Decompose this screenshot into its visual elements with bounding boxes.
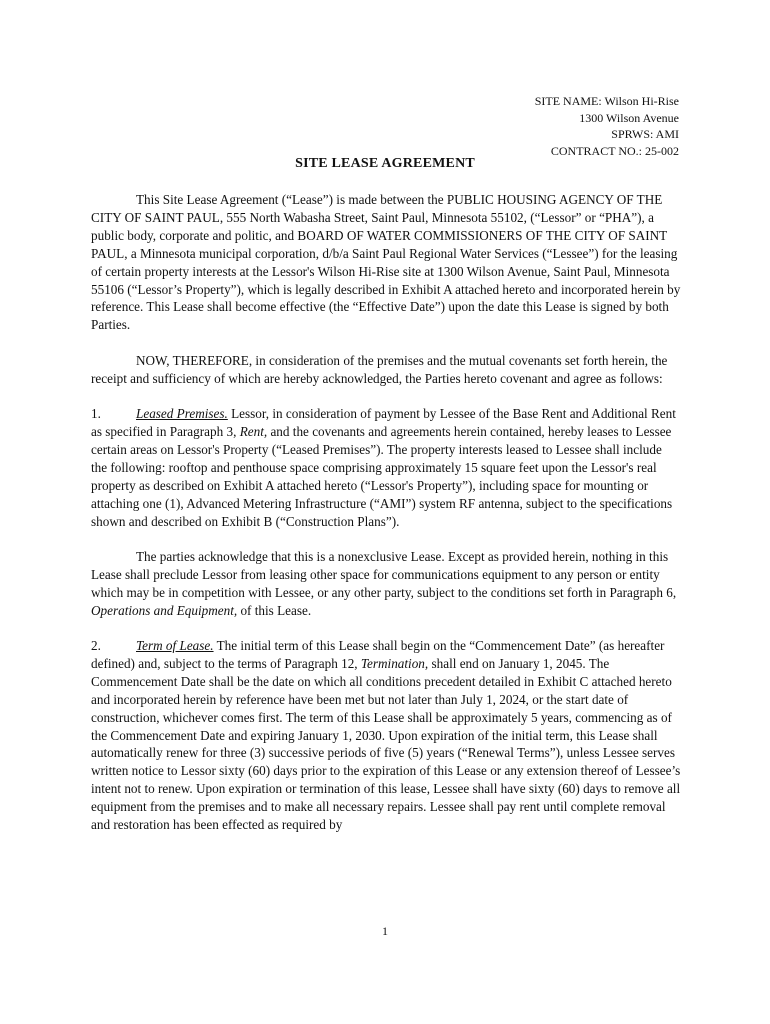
now-therefore-paragraph: NOW, THEREFORE, in consideration of the premises and the mutual covenants set forth herein, the receipt and sufficiency of which are hereby acknowledged, the Parties hereto covenant and agree as follows:	[91, 352, 668, 386]
header-block	[535, 93, 679, 159]
contract-number: CONTRACT NO.: 25-002	[550, 143, 679, 158]
section-1b-text-a: The parties acknowledge that this is a nonexclusive Lease. Except as provided herein, nothing in this Lease shall preclude Lessor from leasing other space for communications equipment to any person or entity which may be in competition with Lessee, or any other party, subject to the conditions set forth in Paragraph 6,	[91, 548, 677, 600]
section-1-continuation	[91, 548, 681, 620]
site-name: SITE NAME: Wilson Hi-Rise	[534, 94, 679, 108]
document-body	[91, 191, 681, 852]
section-2-paragraph	[91, 637, 681, 834]
section-1-paragraph	[91, 405, 681, 530]
section-1-text-a: Lessor, in consideration of payment by Lessee of the Base Rent and Additional Rent as specified in Paragraph 3,	[91, 406, 676, 439]
section-1-rent-ref: Rent,	[239, 423, 268, 439]
section-2-termination-ref: Termination,	[360, 655, 429, 671]
site-address: 1300 Wilson Avenue	[579, 110, 679, 125]
section-1-text-b: and the covenants and agreements herein contained, hereby leases to Lessee certain areas on Lessor's Property (“Leased Premises”). The property interests leased to Lessee shall include the following: rooftop and penthouse space comprising approximately 15 square feet upon the Lessor's real property as described on Exhibit A attached hereto (“Lessor's Property”), including space for mounting or attaching one (1), Advanced Metering Infrastructure (“AMI”) system RF antenna, subject to the specifications shown and described on Exhibit B (“Construction Plans”).	[91, 423, 673, 529]
section-2-text-a: The initial term of this Lease shall begin on the “Commencement Date” (as hereafter defined) and, subject to the terms of Paragraph 12,	[91, 638, 665, 671]
section-2-text-b: shall end on January 1, 2045. The Commencement Date shall be the date on which all conditions precedent detailed in Exhibit C attached hereto and incorporated herein by reference have been met but not later than July 1, 2024, or the start date of construction, whichever comes first. The term of this Lease shall be approximately 5 years, commencing as of the Commencement Date and expiring January 1, 2030. Upon expiration of the initial term, this Lease shall automatically renew for three (3) successive periods of five (5) years (“Renewal Terms”), unless Lessee serves written notice to Lessor sixty (60) days prior to the expiration of this Lease or any extension thereof of Lessee’s intent not to renew. Upon expiration or termination of this lease, Lessee shall have sixty (60) days to remove all equipment from the premises and to make all necessary repairs. Lessee shall pay rent until complete removal and restoration has been effected as required by	[91, 655, 681, 833]
section-1b-operations-ref: Operations and Equipment,	[91, 602, 238, 618]
document-title: SITE LEASE AGREEMENT	[295, 156, 475, 171]
section-1-number: 1.	[91, 406, 101, 422]
section-2-heading: Term of Lease.	[136, 638, 214, 654]
intro-paragraph: This Site Lease Agreement (“Lease”) is made between the PUBLIC HOUSING AGENCY OF THE CITY OF SAINT PAUL, 555 North Wabasha Street, Saint Paul, Minnesota 55102, (“Lessor” or “PHA”), a public body, corporate and politic, and BOARD OF WATER COMMISSIONERS OF THE CITY OF SAINT PAUL, a Minnesota municipal corporation, d/b/a Saint Paul Regional Water Services (“Lessee”) for the leasing of certain property interests at the Lessor's Wilson Hi-Rise site at 1300 Wilson Avenue, Saint Paul, Minnesota 55106 (“Lessor’s Property”), which is legally described in Exhibit A attached hereto and incorporated herein by reference. This Lease shall become effective (the “Effective Date”) upon the date this Lease is signed by both Parties.	[91, 192, 681, 333]
section-1-heading: Leased Premises.	[136, 406, 228, 422]
section-1b-text-b: of this Lease.	[237, 602, 312, 618]
page-number: 1	[382, 924, 388, 938]
section-2-number: 2.	[91, 638, 101, 654]
sprws-label: SPRWS: AMI	[611, 127, 679, 141]
